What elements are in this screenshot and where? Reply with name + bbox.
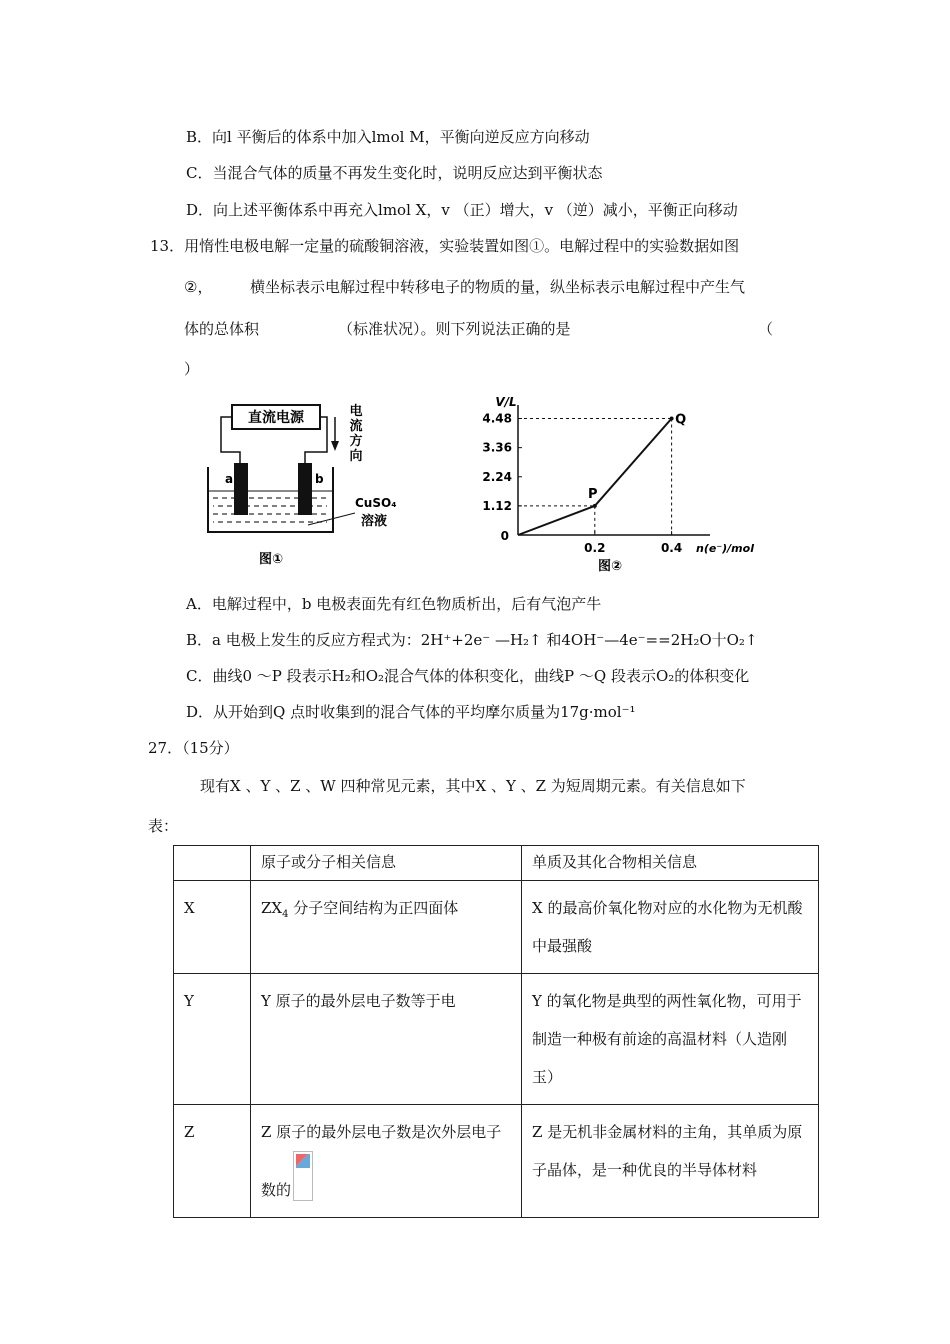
- y-tick-label: 4.48: [482, 411, 512, 426]
- x-axis-label: n(e⁻)/mol: [696, 542, 754, 555]
- table-row: [174, 1105, 819, 1218]
- q13-paren-open: （: [758, 320, 774, 338]
- q13-stem-line1: 13．用惰性电极电解一定量的硫酸铜溶液，实验装置如图①。电解过程中的实验数据如图: [150, 237, 740, 255]
- q27-intro-2: 表：: [148, 817, 179, 835]
- electrode-a-label: a: [225, 472, 234, 486]
- row-z-compound-info: Z 是无机非金属材料的主角，其单质为原子晶体，是一种优良的半导体材料: [522, 1105, 819, 1218]
- x-tick-label: 0.2: [584, 541, 606, 555]
- chart-ticks: [482, 412, 682, 555]
- data-point-label: P: [588, 486, 598, 502]
- electrode-a: [234, 463, 248, 515]
- row-x-atom-suffix: 分子空间结构为正四面体: [288, 899, 459, 917]
- q13-paren-close: ）: [184, 360, 200, 378]
- current-dir-char-2: 流: [349, 419, 363, 434]
- solution-formula: CuSO₄: [355, 496, 397, 510]
- current-dir-char-1: 电: [349, 404, 363, 419]
- row-y-compound-info: Y 的氧化物是典型的两性氧化物，可用于制造一种极有前途的高温材料（人造刚玉）: [522, 974, 819, 1105]
- power-supply-label: 直流电源: [248, 410, 304, 426]
- y-tick-label: 3.36: [482, 440, 512, 455]
- electrolysis-apparatus-figure: [205, 395, 415, 570]
- gas-volume-chart: [460, 390, 760, 575]
- row-x-atom-info: [251, 881, 522, 974]
- q13-stem-line3b: （标准状况）。则下列说法正确的是: [338, 320, 571, 338]
- q13-stem-line2a: ②，: [184, 278, 213, 296]
- element-info-table: [173, 845, 819, 1218]
- row-z-atom-text: Z 原子的最外层电子数是次外层电子数的: [261, 1123, 502, 1199]
- wire-left: [221, 417, 240, 463]
- figure1-caption: 图①: [258, 552, 284, 567]
- header-cell-compound-info: 单质及其化合物相关信息: [522, 846, 819, 881]
- chart-guides: [518, 419, 672, 535]
- header-cell-atom-info: 原子或分子相关信息: [251, 846, 522, 881]
- q13-option-d: D．从开始到Q 点时收集到的混合气体的平均摩尔质量为17g·mol⁻¹: [186, 703, 636, 721]
- y-tick-label: 2.24: [482, 469, 512, 484]
- header-cell-blank: [174, 846, 251, 881]
- q13-stem-line2b: 横坐标表示电解过程中转移电子的物质的量，纵坐标表示电解过程中产生气: [250, 278, 746, 296]
- data-point: [670, 417, 674, 421]
- data-line: [518, 419, 672, 535]
- solution-pointer: [308, 513, 355, 525]
- data-point: [593, 504, 597, 508]
- y-axis-label: V/L: [495, 395, 517, 409]
- q12-option-d: D．向上述平衡体系中再充入lmol X，v （正）增大，v （逆）减小，平衡正向移动: [186, 201, 738, 219]
- q12-option-c: C．当混合气体的质量不再发生变化时，说明反应达到平衡状态: [186, 164, 603, 182]
- solution-word: 溶液: [361, 514, 388, 529]
- origin-label: 0: [500, 529, 509, 543]
- data-point-label: Q: [675, 412, 687, 428]
- table-row: [174, 974, 819, 1105]
- row-element-y: Y: [174, 974, 251, 1105]
- row-element-x: X: [174, 881, 251, 974]
- figure2-caption: 图②: [597, 559, 623, 574]
- wire-right: [305, 417, 327, 463]
- electrode-b: [298, 463, 312, 515]
- q27-title: 27．（15分）: [148, 739, 239, 757]
- q13-stem-line3a: 体的总体积: [184, 320, 260, 338]
- q13-option-b: B．a 电极上发生的反应方程式为：2H⁺+2e⁻ —H₂↑ 和4OH⁻—4e⁻==2H₂O十O₂↑: [186, 631, 758, 649]
- row-element-z: Z: [174, 1105, 251, 1218]
- electrode-b-label: b: [315, 472, 324, 486]
- q27-intro: 现有X 、Y 、Z 、W 四种常见元素，其中X 、Y 、Z 为短周期元素。有关信息如下: [200, 777, 746, 795]
- row-z-atom-info: [251, 1105, 522, 1218]
- broken-image-icon: [293, 1151, 313, 1201]
- table-row: [174, 881, 819, 974]
- y-tick-label: 1.12: [482, 498, 512, 513]
- x-tick-label: 0.4: [660, 541, 683, 555]
- current-dir-char-3: 方: [349, 434, 363, 449]
- q13-option-c: C．曲线0 ～P 段表示H₂和O₂混合气体的体积变化，曲线P ～Q 段表示O₂的体积变化: [186, 667, 750, 685]
- q12-option-b: B．向l 平衡后的体系中加入lmol M，平衡向逆反应方向移动: [186, 128, 590, 146]
- table-header-row: [174, 846, 819, 881]
- current-arrow-head: [331, 441, 339, 451]
- row-x-atom-prefix: ZX: [261, 899, 283, 917]
- row-y-atom-info: Y 原子的最外层电子数等于电: [251, 974, 522, 1105]
- current-dir-char-4: 向: [349, 449, 363, 464]
- row-x-atom-subscript: 4: [282, 909, 289, 920]
- chart-series: [518, 413, 686, 535]
- q13-option-a: A．电解过程中，b 电极表面先有红色物质析出，后有气泡产牛: [186, 595, 602, 613]
- row-x-compound-info: X 的最高价氧化物对应的水化物为无机酸中最强酸: [522, 881, 819, 974]
